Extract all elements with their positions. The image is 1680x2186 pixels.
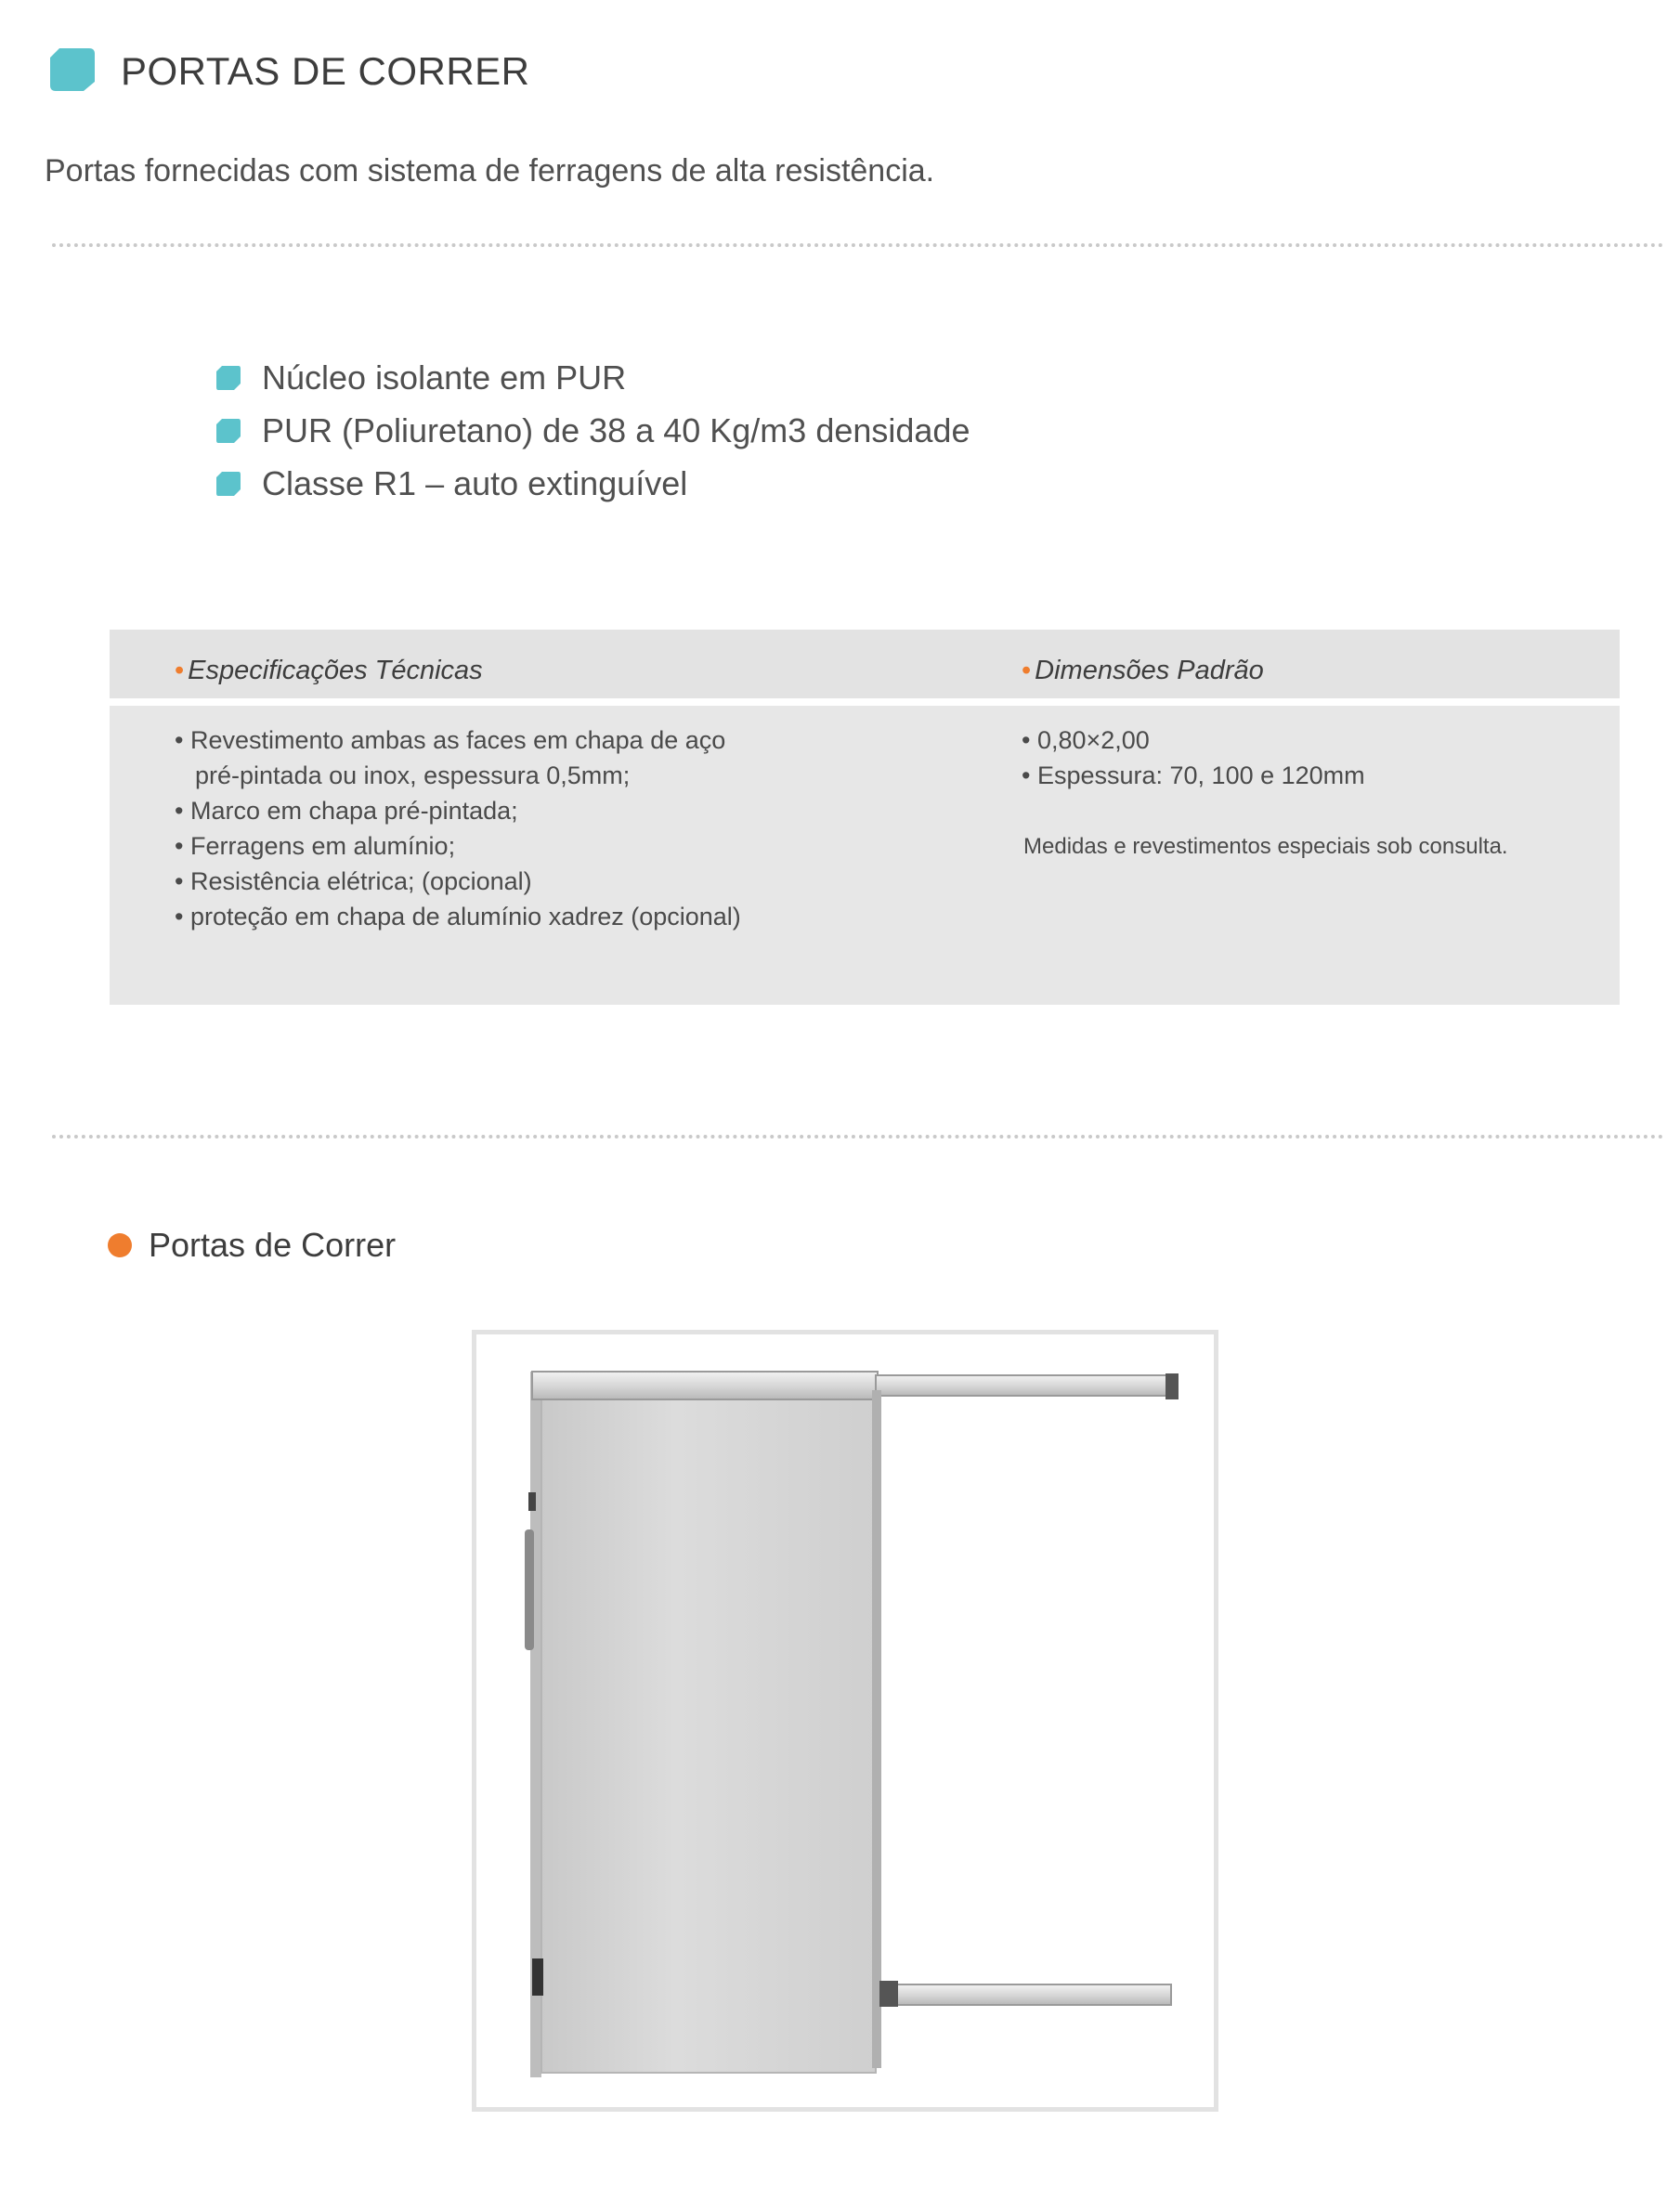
spec-heading-dimensions-label: Dimensões Padrão: [1035, 656, 1264, 685]
dimension-item: • Espessura: 70, 100 e 120mm: [1022, 761, 1365, 789]
spec-list-dimensions: [1022, 722, 1365, 793]
sliding-door-illustration: [476, 1334, 1214, 2107]
hexagon-bullet-icon: [215, 365, 241, 391]
feature-list: [215, 351, 970, 510]
feature-item: [215, 351, 970, 404]
orange-circle-icon: [108, 1233, 132, 1257]
dimension-item: • 0,80×2,00: [1022, 726, 1150, 754]
spec-panel: [110, 630, 1620, 1005]
page-title: PORTAS DE CORRER: [121, 49, 530, 93]
spec-heading-technical-label: Especificações Técnicas: [188, 656, 483, 685]
spec-note: Medidas e revestimentos especiais sob consulta.: [1023, 834, 1508, 859]
hexagon-icon: [48, 46, 97, 93]
spec-item: • Marco em chapa pré-pintada;: [175, 797, 518, 825]
feature-item: [215, 457, 970, 510]
intro-text: Portas fornecidas com sistema de ferragens de alta resistência.: [45, 153, 935, 189]
spec-heading-dimensions: [1022, 656, 1264, 686]
feature-text: Núcleo isolante em PUR: [262, 358, 627, 397]
divider-bottom: [52, 1135, 1664, 1139]
orange-dot-icon: •: [175, 656, 185, 685]
feature-item: [215, 404, 970, 457]
orange-dot-icon: •: [1022, 656, 1032, 685]
spec-item: • Resistência elétrica; (opcional): [175, 867, 532, 895]
feature-text: PUR (Poliuretano) de 38 a 40 Kg/m3 densidade: [262, 410, 970, 449]
product-photo-frame: [472, 1330, 1218, 2112]
spec-heading-technical: [175, 656, 483, 686]
feature-text: Classe R1 – auto extinguível: [262, 463, 688, 502]
section-title: Portas de Correr: [149, 1226, 397, 1264]
divider-top: [52, 243, 1664, 247]
spec-item: • Revestimento ambas as faces em chapa de aço: [175, 726, 726, 754]
spec-list-technical: [175, 722, 741, 934]
spec-item: pré-pintada ou inox, espessura 0,5mm;: [195, 761, 631, 789]
spec-item: • proteção em chapa de alumínio xadrez (opcional): [175, 903, 741, 930]
hexagon-bullet-icon: [215, 418, 241, 444]
hexagon-bullet-icon: [215, 471, 241, 497]
spec-separator: [110, 698, 1620, 706]
spec-item: • Ferragens em alumínio;: [175, 832, 456, 860]
